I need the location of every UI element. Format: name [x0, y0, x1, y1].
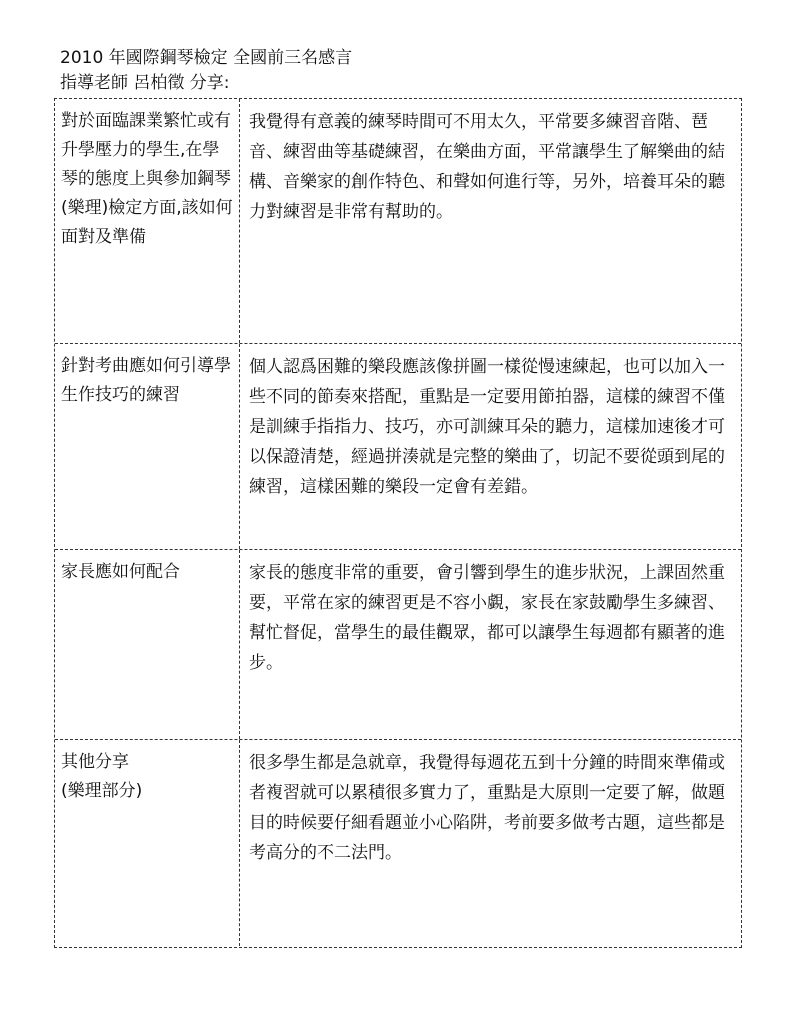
table-row [55, 344, 741, 550]
question-cell: 家長應如何配合 [61, 562, 180, 582]
column-divider [239, 99, 240, 343]
column-divider [239, 344, 240, 549]
answer-cell: 很多學生都是急就章，我覺得每週花五到十分鐘的時間來準備或者複習就可以累積很多實力了，重點是大原則一定要了解，做題目的時候要仔細看題並小心陷阱，考前要多做考古題，這些都是考高分的不二法門。 [249, 753, 725, 863]
question-cell: 其他分享 (樂理部分) [61, 752, 143, 801]
table-row [55, 99, 741, 344]
document-title: 2010 年國際鋼琴檢定 全國前三名感言 [60, 48, 353, 68]
qa-table [54, 98, 742, 948]
column-divider [239, 740, 240, 946]
answer-cell: 個人認爲困難的樂段應該像拼圖一樣從慢速練起，也可以加入一些不同的節奏來搭配，重點是一定要用節拍器，這樣的練習不僅是訓練手指指力、技巧，亦可訓練耳朵的聽力，這樣加速後才可以保證清楚，經過拼湊就是完整的樂曲了，切記不要從頭到尾的練習，這樣困難的樂段一定會有差錯。 [249, 357, 725, 497]
table-row [55, 740, 741, 946]
answer-cell: 家長的態度非常的重要，會引響到學生的進步狀況，上課固然重要，平常在家的練習更是不容小覷，家長在家鼓勵學生多練習、幫忙督促，當學生的最佳觀眾，都可以讓學生每週都有顯著的進步。 [249, 563, 725, 673]
question-cell: 針對考曲應如何引導學生作技巧的練習 [61, 356, 231, 405]
answer-cell: 我覺得有意義的練琴時間可不用太久，平常要多練習音階、琶音、練習曲等基礎練習，在樂曲方面，平常讓學生了解樂曲的結構、音樂家的創作特色、和聲如何進行等，另外，培養耳朵的聽力對練習是非常有幫助的。 [249, 112, 725, 222]
column-divider [239, 550, 240, 739]
table-row [55, 550, 741, 740]
document-subtitle: 指導老師 呂柏徵 分享: [60, 73, 230, 93]
question-cell: 對於面臨課業繁忙或有升學壓力的學生,在學琴的態度上與參加鋼琴(樂理)檢定方面,該如何面對及準備 [61, 111, 233, 247]
